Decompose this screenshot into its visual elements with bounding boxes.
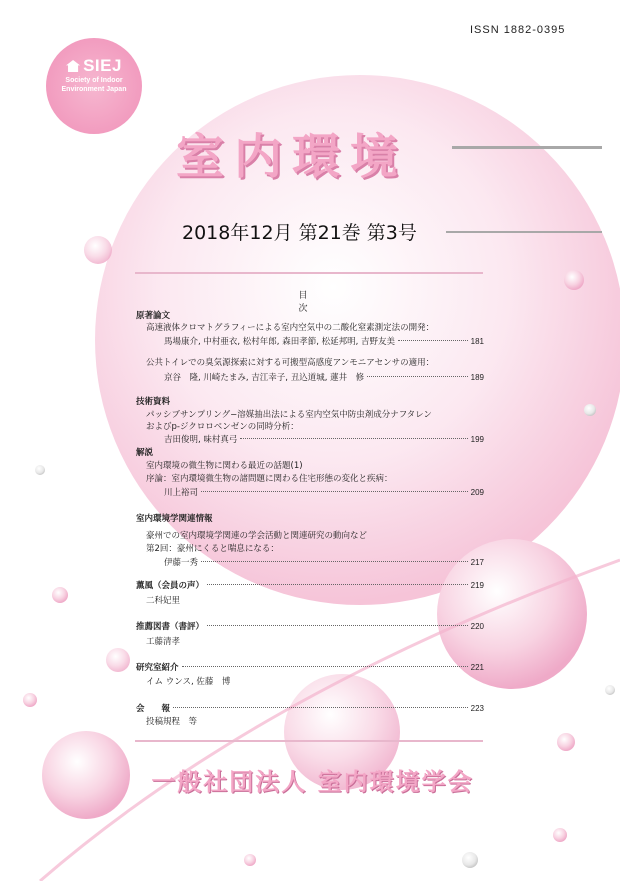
toc-entry[interactable] xyxy=(164,434,484,446)
siej-logo xyxy=(46,38,142,134)
toc-entry[interactable] xyxy=(136,703,484,715)
leader-dots xyxy=(367,376,468,377)
toc-entry[interactable] xyxy=(136,580,484,592)
section-heading: 薫風（会員の声） xyxy=(136,581,205,591)
logo-mark: SIEJ xyxy=(83,56,122,75)
toc-entry[interactable] xyxy=(136,662,484,674)
logo-line2: Environment Japan xyxy=(61,86,127,93)
issn: ISSN 1882-0395 xyxy=(470,24,566,36)
page-number: 221 xyxy=(470,663,484,672)
paper-title: 第2回：豪州にくると喘息になる： xyxy=(146,544,279,554)
section-heading: 解説 xyxy=(136,448,154,458)
leader-dots xyxy=(207,584,468,585)
authors: 工藤清孝 xyxy=(146,637,181,647)
toc-entry[interactable] xyxy=(164,372,484,384)
toc-entry[interactable] xyxy=(164,336,484,348)
page-number: 181 xyxy=(470,337,484,346)
leader-dots xyxy=(201,561,468,562)
paper-title: およびp-ジクロロベンゼンの同時分析： xyxy=(146,422,299,432)
news-item: 投稿規程 等 xyxy=(146,717,198,727)
publisher-name: 一般社団法人 室内環境学会 xyxy=(151,768,474,796)
leader-dots xyxy=(201,491,468,492)
toc-entry[interactable] xyxy=(164,487,484,499)
toc-top-rule xyxy=(135,272,483,274)
toc-entry[interactable] xyxy=(136,621,484,633)
toc-title: 目 次 xyxy=(298,291,345,314)
section-heading: 会 報 xyxy=(136,704,171,714)
section-heading: 技術資料 xyxy=(136,397,171,407)
toc-bottom-rule xyxy=(135,740,483,742)
page-number: 189 xyxy=(470,373,484,382)
paper-title: パッシブサンプリング−溶媒抽出法による室内空気中防虫剤成分ナフタレン xyxy=(146,410,432,420)
logo-line1: Society of Indoor xyxy=(65,77,123,84)
issue-divider xyxy=(446,231,602,233)
leader-dots xyxy=(173,707,468,708)
paper-title: 高速液体クロマトグラフィーによる室内空気中の二酸化窒素測定法の開発： xyxy=(146,323,435,333)
paper-title: 室内環境の微生物に関わる最近の話題(1) xyxy=(146,461,303,471)
leader-dots xyxy=(207,625,468,626)
authors: 伊藤一秀 xyxy=(164,558,199,568)
authors: 吉田俊明, 味村真弓 xyxy=(164,435,238,445)
page-number: 220 xyxy=(470,622,484,631)
section-heading: 原著論文 xyxy=(136,311,171,321)
toc-entry[interactable] xyxy=(164,557,484,569)
section-heading: 推薦図書（書評） xyxy=(136,622,205,632)
title-divider xyxy=(452,146,602,149)
section-heading: 室内環境学関連情報 xyxy=(136,514,213,524)
paper-title: 序論：室内環境微生物の諸問題に関わる住宅形態の変化と疾病： xyxy=(146,474,393,484)
leader-dots xyxy=(182,666,468,667)
issue-label: 2018年12月 第21巻 第3号 xyxy=(182,222,417,244)
page-number: 219 xyxy=(470,581,484,590)
paper-title: 豪州での室内環境学関連の学会活動と関連研究の動向など xyxy=(146,531,368,541)
page-number: 217 xyxy=(470,558,484,567)
paper-title: 公共トイレでの臭気源探索に対する可搬型高感度アンモニアセンサの適用： xyxy=(146,358,435,368)
house-icon xyxy=(66,60,80,72)
page-number: 199 xyxy=(470,435,484,444)
page-number: 223 xyxy=(470,704,484,713)
leader-dots xyxy=(398,340,468,341)
leader-dots xyxy=(240,438,467,439)
authors: 京谷 隆, 川崎たまみ, 吉江幸子, 丑込道城, 蓮井 修 xyxy=(164,373,365,383)
authors: 二科妃里 xyxy=(146,596,181,606)
authors: 馬場康介, 中村亜衣, 松村年郎, 森田孝節, 松延邦明, 吉野友美 xyxy=(164,337,396,347)
authors: 川上裕司 xyxy=(164,488,199,498)
section-heading: 研究室紹介 xyxy=(136,663,179,673)
journal-title: 室内環境 xyxy=(176,129,409,185)
authors: イム ウンス, 佐藤 博 xyxy=(146,677,231,687)
page-number: 209 xyxy=(470,488,484,497)
